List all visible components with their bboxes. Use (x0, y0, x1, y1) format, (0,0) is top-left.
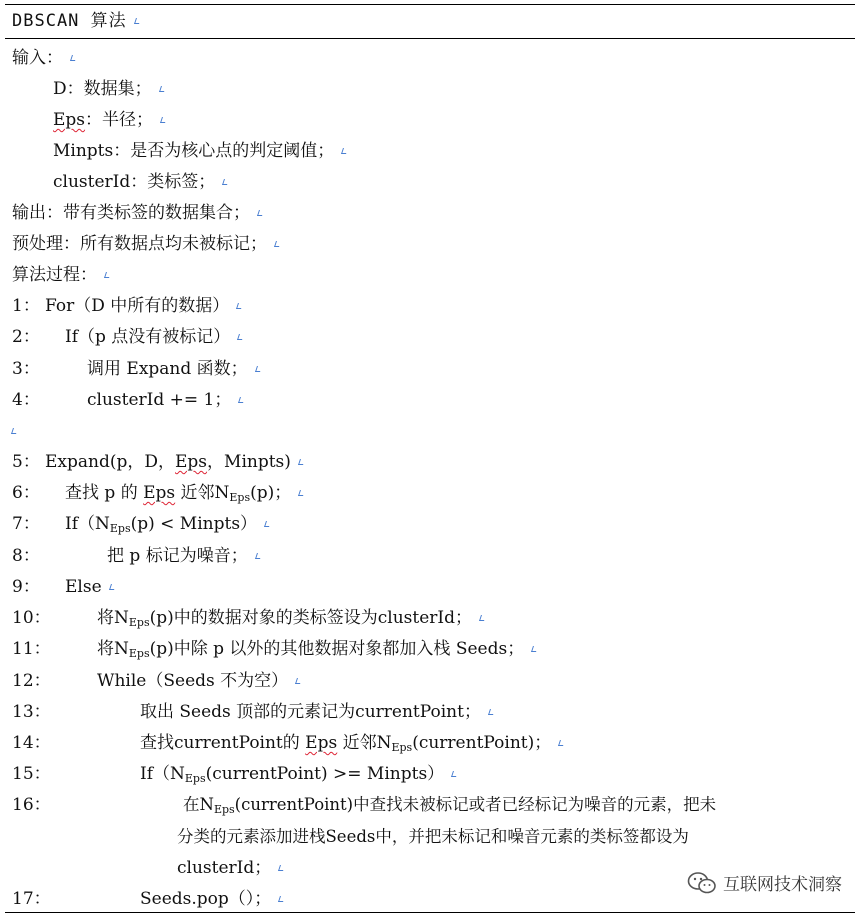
step-16-text-line2: 分类的元素添加进栈Seeds中，并把未标记和噪音元素的类标签都设为 (177, 827, 689, 846)
step-2-text: If（p 点没有被标记） (65, 326, 244, 348)
input-d: D：数据集； (53, 78, 166, 100)
paragraph-mark-icon (532, 645, 538, 653)
paragraph-mark-icon (105, 271, 111, 279)
step-1: 1： (12, 296, 40, 316)
paragraph-mark-icon (110, 583, 116, 591)
input-minpts: Minpts：是否为核心点的判定阈值； (53, 140, 348, 162)
step-4-text: clusterId += 1； (87, 389, 245, 411)
step-16: 16： (12, 795, 51, 815)
step-10-text: 将$N_{Eps}(p)$中的数据对象的类标签设为clusterId； (97, 607, 486, 629)
step-13-text: 取出 Seeds 顶部的元素记为currentPoint； (140, 701, 495, 723)
paragraph-mark-icon (452, 770, 458, 778)
watermark-text: 互联网技术洞察 (723, 875, 842, 895)
step-16-text-line3: clusterId； (177, 857, 285, 879)
step-5: 5： (12, 452, 40, 472)
top-rule (5, 4, 855, 5)
step-7-text: $If(N_{Eps}(p)$ < Minpts） (65, 513, 271, 535)
step-7: 7： (12, 514, 40, 534)
paragraph-mark-icon (256, 365, 262, 373)
paragraph-mark-icon (489, 708, 495, 716)
paragraph-mark-icon (71, 54, 77, 62)
step-14: 14： (12, 733, 51, 753)
step-4: 4： (12, 390, 40, 410)
paragraph-mark-icon (12, 427, 18, 435)
step-3: 3： (12, 359, 40, 379)
paragraph-mark-icon (161, 116, 167, 124)
wechat-icon (687, 871, 717, 895)
paragraph-mark-icon (258, 209, 264, 217)
step-6-text: 查找 p 的 Eps 近邻$N_{Eps}(p)$； (65, 482, 305, 504)
step-9-text: Else (65, 576, 116, 598)
paragraph-mark-icon (223, 178, 229, 186)
paragraph-mark-icon (296, 677, 302, 685)
step-12: 12： (12, 671, 51, 691)
step-17-text: Seeds.pop（）； (140, 888, 285, 910)
step-10: 10： (12, 608, 51, 628)
paragraph-mark-icon (160, 85, 166, 93)
step-12-text: While（Seeds 不为空） (97, 670, 302, 692)
paragraph-mark-icon (275, 240, 281, 248)
step-14-text: 查找currentPoint的 Eps 近邻$N_{Eps}(currentPoint)$； (140, 732, 565, 754)
paragraph-mark-icon (237, 302, 243, 310)
step-17: 17： (12, 889, 51, 909)
step-11-text: 将$N_{Eps}(p)$中除 p 以外的其他数据对象都加入栈 Seeds； (97, 638, 538, 660)
paragraph-mark-icon (480, 614, 486, 622)
input-eps: Eps：半径； (53, 109, 167, 131)
blank-line (12, 420, 18, 442)
step-16-text: 在$N_{Eps}(currentPoint)$中查找未被标记或者已经标记为噪音的元素，把未 (183, 795, 717, 816)
title-rule (5, 38, 855, 39)
step-9: 9： (12, 577, 40, 597)
input-label: 输入： (12, 47, 77, 69)
input-clusterid: clusterId：类标签； (53, 171, 229, 193)
watermark (687, 870, 842, 895)
paragraph-mark-icon (279, 895, 285, 903)
paragraph-mark-icon (239, 396, 245, 404)
paragraph-mark-icon (265, 520, 271, 528)
bottom-rule (5, 912, 855, 913)
paragraph-mark-icon (238, 333, 244, 341)
paragraph-mark-icon (135, 17, 141, 25)
step-11: 11： (12, 639, 51, 659)
algorithm-title: DBSCAN 算法 (12, 10, 141, 32)
step-8-text: 把 p 标记为噪音； (107, 545, 262, 567)
step-15-text: $If(N_{Eps}(currentPoint)$ >= Minpts） (140, 763, 458, 785)
step-5-text: Expand(p，D，Eps，Minpts) (45, 451, 305, 473)
paragraph-mark-icon (342, 147, 348, 155)
step-1-text: For（D 中所有的数据） (45, 295, 243, 317)
paragraph-mark-icon (559, 739, 565, 747)
paragraph-mark-icon (299, 458, 305, 466)
step-6: 6： (12, 483, 40, 503)
step-15: 15： (12, 764, 51, 784)
preprocess-line: 预处理：所有数据点均未被标记； (12, 233, 281, 255)
algorithm-document (5, 4, 855, 914)
step-8: 8： (12, 546, 40, 566)
step-3-text: 调用 Expand 函数； (87, 358, 262, 380)
paragraph-mark-icon (279, 864, 285, 872)
step-13: 13： (12, 702, 51, 722)
step-2: 2： (12, 327, 40, 347)
procedure-label: 算法过程： (12, 264, 111, 286)
paragraph-mark-icon (256, 552, 262, 560)
output-line: 输出：带有类标签的数据集合； (12, 202, 264, 224)
paragraph-mark-icon (299, 489, 305, 497)
